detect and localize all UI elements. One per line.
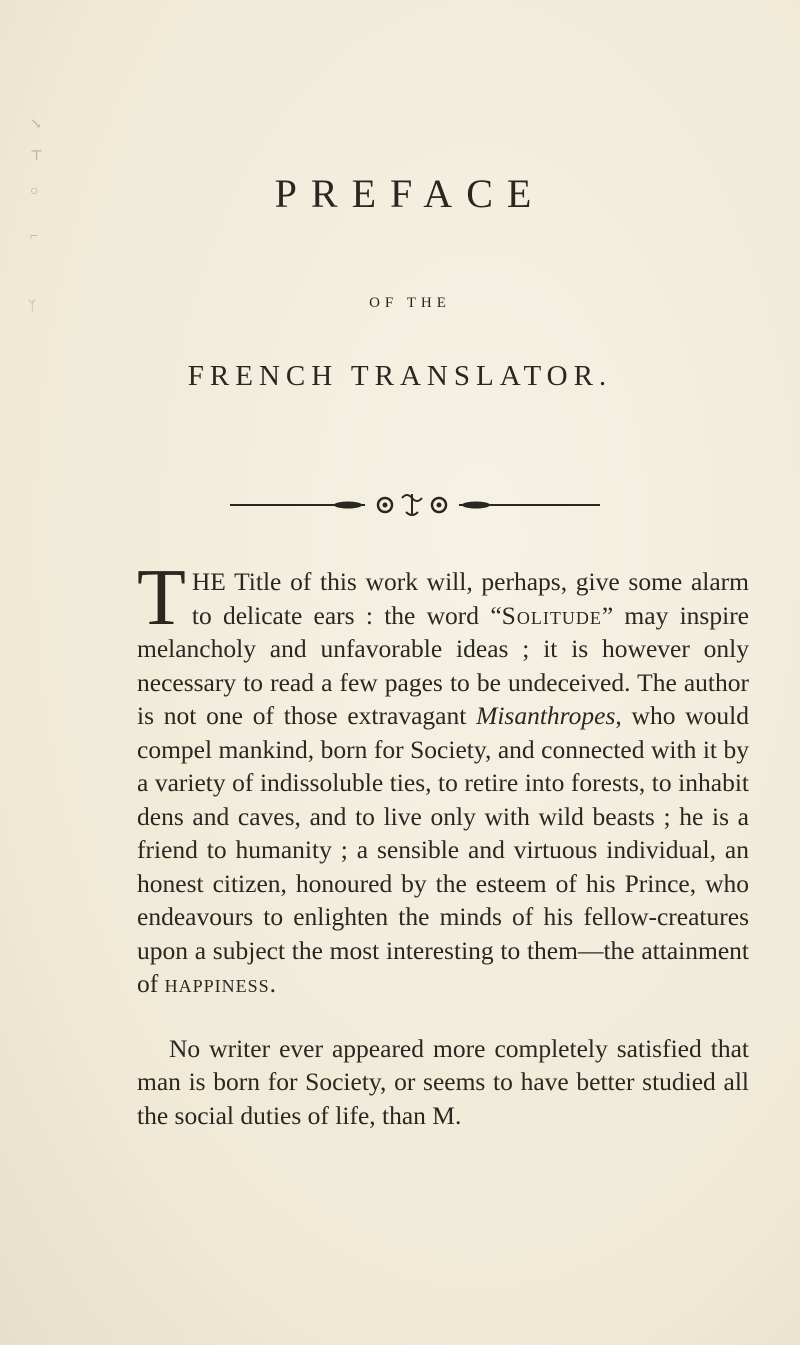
preface-body: [137, 554, 749, 1132]
page-subtitle: FRENCH TRANSLATOR.: [187, 360, 613, 392]
fleuron-rule-icon: [230, 490, 600, 520]
word-misanthropes: Misanthropes: [476, 701, 616, 730]
word-happiness: happiness: [164, 969, 270, 998]
paragraph-1-text-a: HE Title of this work will, perhaps, give some alarm to delicate ears : the word “: [191, 567, 749, 630]
title-connector: OF THE: [369, 295, 451, 311]
paragraph-1-text-c: , who would compel mankind, born for Society, and connected with it by a variety of indissoluble ties, to retire into forests, to inhabit dens and caves, and to live only with wild beasts ; he is a friend to humanity ; a sensible and virtuous individual, an honest citizen, honoured by the esteem of his Prince, who endeavours to enlighten the minds of his fellow-creatures upon a subject the most interesting to them—the attainment of: [137, 701, 749, 998]
gutter-bleed-marks: ↘ ⊤ ○ ⌐ ᛘ: [28, 117, 44, 314]
word-solitude: Solitude: [501, 600, 602, 630]
paragraph-1-text-d: .: [269, 969, 277, 998]
paragraph-1-text-b: ” may inspire melancholy and unfavorable ideas ; it is however only necessary to read a few pages to be undeceived. The author is not one of those extravagant: [137, 600, 749, 730]
paragraph-2: No writer ever appeared more completely satisfied that man is born for Society, or seems to have better studied all the social duties of life, than M.: [137, 1033, 749, 1130]
page-title: PREFACE: [274, 171, 546, 216]
paragraph-1: [137, 554, 749, 1001]
drop-cap: T: [137, 554, 186, 642]
